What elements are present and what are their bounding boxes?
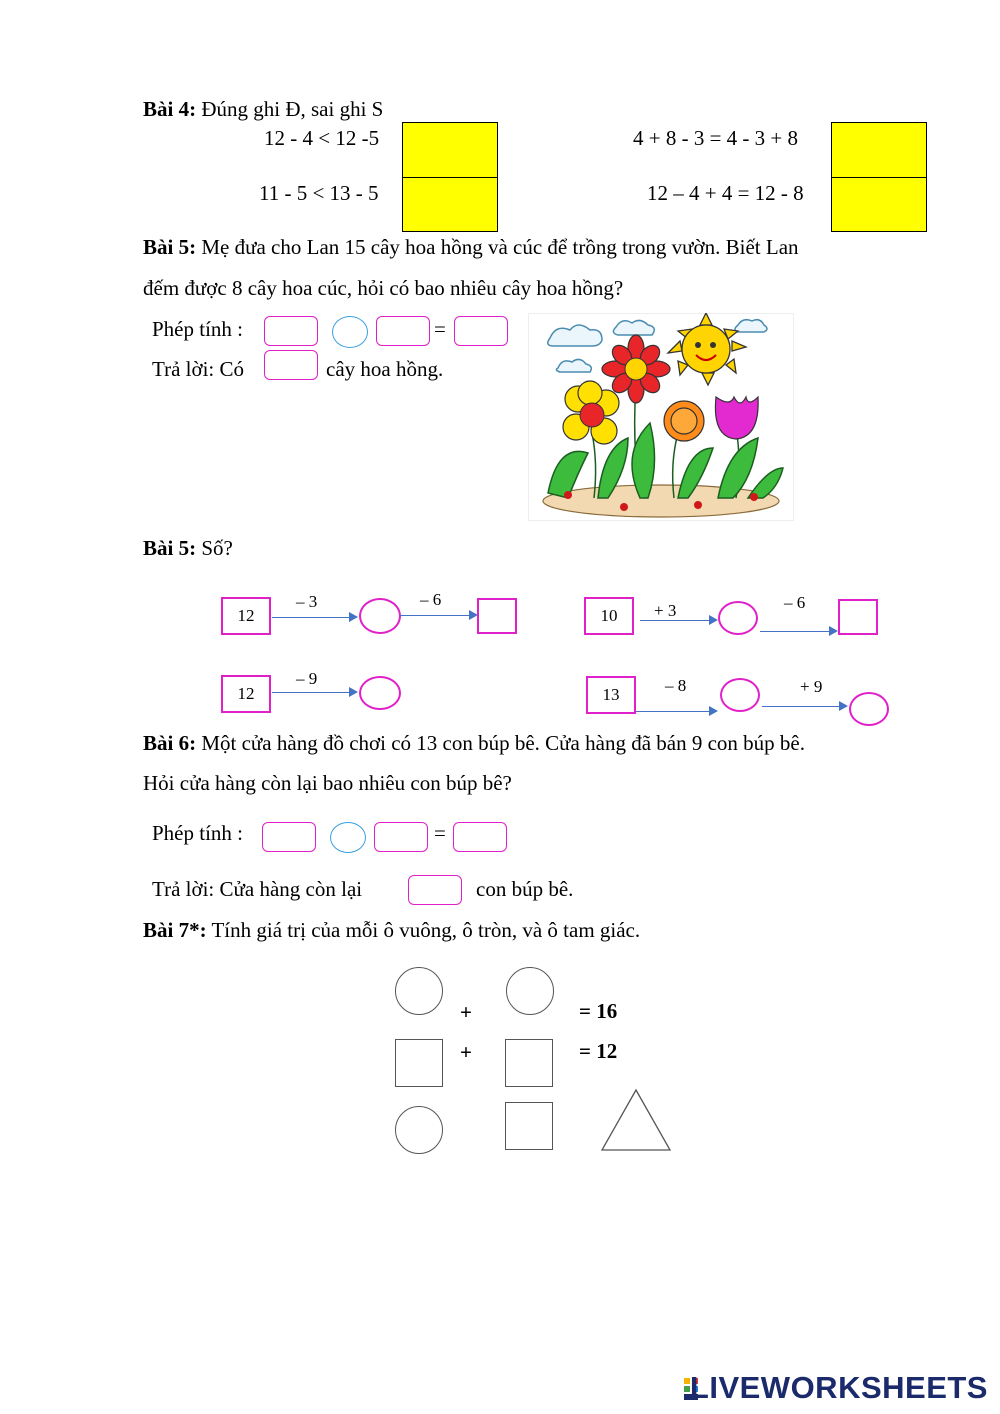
chain2-start: 10 [584,597,634,635]
chain1-op1: – 3 [296,592,318,611]
chain2-circle-input[interactable] [718,601,758,635]
bai6-line2: Hỏi cửa hàng còn lại bao nhiêu con búp bê? [143,771,512,795]
circle-shape[interactable] [395,1106,443,1154]
bai6-line1 [143,731,805,756]
square-shape[interactable] [505,1102,553,1150]
bai6-title: Bài 6: [143,731,197,755]
bai6-input-1[interactable] [262,822,316,852]
bai5b-title: Bài 5: [143,536,197,560]
triangle-shape[interactable] [600,1087,672,1153]
arrow [636,711,716,712]
bai6-answer-input[interactable] [408,875,462,905]
answer-box-3[interactable] [831,122,927,178]
bai5a-input-2[interactable] [376,316,430,346]
liveworksheets-brand: LIVEWORKSHEETS [689,1370,988,1405]
chain4-circle-input-2[interactable] [849,692,889,726]
chain4-op1: – 8 [665,676,687,695]
plus-sign: + [460,1040,472,1064]
answer-box-4[interactable] [831,177,927,232]
bai5b-heading [143,536,233,561]
bai6-equals: = [434,821,446,845]
bai4-item-3: 4 + 8 - 3 = 4 - 3 + 8 [633,126,799,150]
circle-shape [506,967,554,1015]
square-shape [505,1039,553,1087]
chain3-circle-input[interactable] [359,676,401,710]
bai6-answer-prefix: Trả lời: Cửa hàng còn lại [152,877,363,901]
chain1-start: 12 [221,597,271,635]
answer-box-2[interactable] [402,177,498,232]
bai6-text1: Một cửa hàng đồ chơi có 13 con búp bê. Cửa hàng đã bán 9 con búp bê. [201,731,805,755]
bai5b-instruction: Số? [201,536,233,560]
bai4-item-4: 12 – 4 + 4 = 12 - 8 [647,181,804,205]
square-shape [395,1039,443,1087]
bai7-title: Bài 7*: [143,918,207,942]
bai6-answer-suffix: con búp bê. [476,877,574,901]
bai4-heading [143,97,383,122]
bai7-instruction: Tính giá trị của mỗi ô vuông, ô tròn, và ô tam giác. [211,918,641,942]
bai5a-operator-input[interactable] [332,316,368,348]
circle-shape [395,967,443,1015]
arrow [400,615,476,616]
bai5a-result-input[interactable] [454,316,508,346]
chain1-op2: – 6 [420,590,442,609]
bai5a-line2: đếm được 8 cây hoa cúc, hỏi có bao nhiêu cây hoa hồng? [143,276,624,300]
arrow [272,617,356,618]
bai7-heading [143,918,640,943]
arrow [760,631,836,632]
chain2-op1: + 3 [654,601,677,620]
bai7-eq2: = 12 [579,1039,618,1063]
answer-box-1[interactable] [402,122,498,178]
chain4-circle-input-1[interactable] [720,678,760,712]
bai5a-answer-input[interactable] [264,350,318,380]
arrow [272,692,356,693]
bai5a-equals: = [434,317,446,341]
bai4-item-2: 11 - 5 < 13 - 5 [259,181,379,205]
bai5a-answer-suffix: cây hoa hồng. [326,357,444,381]
bai6-operator-input[interactable] [330,822,366,853]
bai6-calc-label: Phép tính : [152,821,244,845]
flower-garden-illustration [528,313,794,521]
chain1-circle-input[interactable] [359,598,401,634]
bai5a-line1 [143,235,799,260]
bai5a-input-1[interactable] [264,316,318,346]
bai5a-calc-label: Phép tính : [152,317,244,341]
plus-sign: + [460,1000,472,1024]
chain2-op2: – 6 [784,593,806,612]
bai4-title: Bài 4: [143,97,197,121]
chain1-box-input[interactable] [477,598,517,634]
chain4-op2: + 9 [800,677,823,696]
bai4-item-1: 12 - 4 < 12 -5 [264,126,380,150]
bai5a-text1: Mẹ đưa cho Lan 15 cây hoa hồng và cúc để trồng trong vườn. Biết Lan [201,235,799,259]
bai6-result-input[interactable] [453,822,507,852]
arrow [762,706,846,707]
bai7-eq1: = 16 [579,999,618,1023]
bai6-input-2[interactable] [374,822,428,852]
bai4-instruction: Đúng ghi Đ, sai ghi S [201,97,384,121]
chain2-box-input[interactable] [838,599,878,635]
arrow [640,620,716,621]
chain4-start: 13 [586,676,636,714]
bai5a-answer-prefix: Trả lời: Có [152,357,245,381]
bai5a-title: Bài 5: [143,235,197,259]
chain3-start: 12 [221,675,271,713]
chain3-op1: – 9 [296,669,318,688]
